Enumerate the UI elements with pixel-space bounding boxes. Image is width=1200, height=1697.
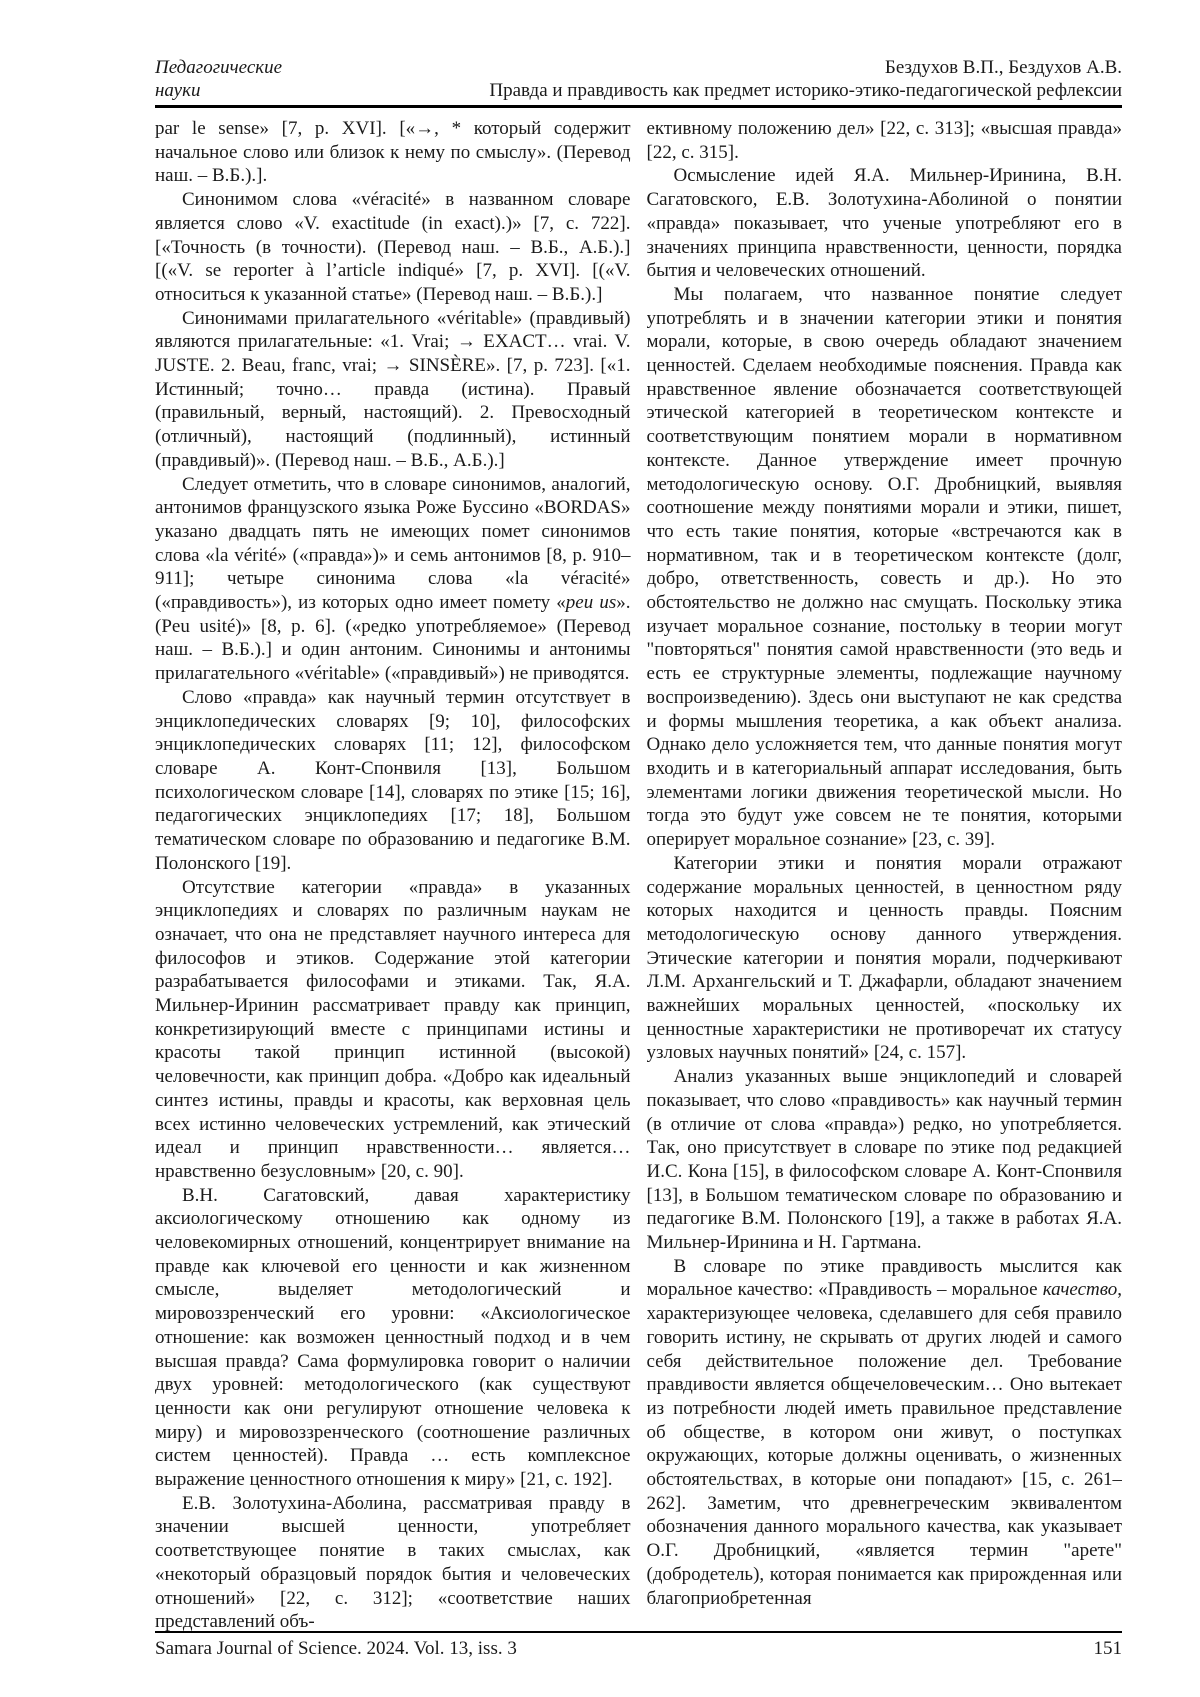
text-run: В.Н. Сагатовский, давая характеристику аксиологическому отношению как одному из человекомирных отношений, концентрирует внимание на правде как ключевой его ценности и как жизненном смысле, выделяет методологический и мировоззренческий его уровни: «Аксиологическое отношение: как возможен ценностный подход и в чем высшая правда? Сама формулировка говорит о наличии двух уровней: методологического (как существуют ценности как они регулируют отношение человека к миру) и мировоззренческого (соотношение различных систем ценностей). Правда … есть комплексное выражение ценностного отношения к миру» [21, с. 192]. bbox=[155, 1184, 631, 1491]
page-number: 151 bbox=[1093, 1638, 1122, 1659]
text-column-left bbox=[155, 117, 631, 1631]
page-footer bbox=[155, 1631, 1122, 1661]
running-head-article-title: Правда и правдивость как предмет историко-этико-педагогической рефлексии bbox=[489, 80, 1122, 101]
text-run: Синонимами прилагательного «véritable» (правдивый) являются прилагательные: «1. Vrai; → EXACT… vrai. V. JUSTE. 2. Beau, franc, vrai; → SINSÈRE». [7, p. 723]. [«1. Истинный; точно… правда (истина). Правый (правильный, верный, настоящий). 2. Превосходный (отличный), настоящий (подлинный), истинный (правдивый)». (Перевод наш. – В.Б., А.Б.).] bbox=[155, 307, 631, 471]
paragraph bbox=[155, 876, 631, 1184]
text-run: , характеризующее человека, сделавшего для себя правило говорить истину, не скрывать от других людей и самого себя действительное положение дел. Требование правдивости является общечеловеческим… Оно вытекает из потребности людей иметь правильное представление об обществе, в котором они живут, о поступках окружающих, которые должны оценивать, о жизненных обстоятельствах, в которые они попадают» [15, с. 261–262]. Заметим, что древнегреческим эквивалентом обозначения данного морального качества, как указывает О.Г. Дробницкий, «является термин "арете" (добродетель), которая понимается как прирожденная или благоприобретенная bbox=[646, 1279, 1122, 1609]
text-column-right bbox=[647, 117, 1123, 1631]
text-run: Следует отметить, что в словаре синонимов, аналогий, антонимов французского языка Роже Буссино «BORDAS» указано двадцать пять не имеющих помет синонимов слова «la vérité» («правда»)» и семь антонимов [8, p. 910–911]; четыре синонима слова «la véracité» («правдивость»), из которых одно имеет помету « bbox=[155, 473, 631, 614]
paragraph bbox=[155, 686, 631, 876]
text-run: В словаре по этике правдивость мыслится как моральное качество: «Правдивость – моральное bbox=[646, 1255, 1122, 1301]
paragraph bbox=[647, 164, 1123, 283]
text-run: Е.В. Золотухина-Аболина, рассматривая правду в значении высшей ценности, употребляет соответствующее понятие в таких смыслах, как «некоторый образцовый порядок бытия и человеческих отношений» [22, с. 312]; «соответствие наших представлений объ- bbox=[155, 1492, 631, 1631]
text-run: Слово «правда» как научный термин отсутствует в энциклопедических словарях [9; 10], философских энциклопедических словарях [11; 12], философском словаре А. Конт-Спонвиля [13], Большом психологическом словаре [14], словарях по этике [15; 16], педагогических энциклопедиях [17; 18], Большом тематическом словаре по образованию и педагогике В.М. Полонского [19]. bbox=[155, 686, 631, 874]
running-head-authors: Бездухов В.П., Бездухов А.В. bbox=[884, 57, 1122, 78]
running-head bbox=[155, 56, 1122, 108]
paragraph bbox=[155, 473, 631, 686]
paragraph bbox=[647, 852, 1123, 1065]
text-run: ». (Peu usité)» [8, p. 6]. («редко употребляемое» (Перевод наш. – В.Б.).] и один антоним. Синонимы и антонимы прилагательного «véritable» («правдивый») не приводятся. bbox=[155, 592, 631, 685]
running-head-row-1 bbox=[155, 56, 1122, 79]
running-head-row-2 bbox=[155, 79, 1122, 102]
section-name-line1: Педагогические bbox=[155, 57, 283, 78]
text-run: Мы полагаем, что названное понятие следует употреблять и в значении категории этики и понятия морали, которые, в свою очередь обладают значением ценностей. Сделаем необходимые пояснения. Правда как нравственное явление обозначается соответствующей этической категорией в теоретическом контексте и соответствующим понятием морали в нормативном контексте. Данное утверждение имеет прочную методологическую основу. О.Г. Дробницкий, выявляя соотношение между понятиями морали и этики, пишет, что есть такие понятия, которые «встречаются как в нормативном, так и в теоретическом контексте (долг, добро, ответственность, совесть и др.). Но это обстоятельство не должно нас смущать. Поскольку этика изучает моральное сознание, постольку в теории могут "повторяться" понятия самой нравственности (это ведь и есть ее структурные элементы, подлежащие научному воспроизведению). Здесь они выступают не как средства и формы мышления теоретика, а как объект анализа. Однако дело усложняется тем, что данные понятия могут входить и в категориальный аппарат исследования, быть элементами логики движения теоретической мысли. Но тогда это будут уже совсем не те понятия, которыми оперирует моральное сознание» [23, с. 39]. bbox=[646, 283, 1122, 851]
text-run: ективному положению дел» [22, с. 313]; «высшая правда» [22, с. 315]. bbox=[646, 118, 1122, 163]
paragraph bbox=[647, 117, 1123, 164]
text-run: par le sense» [7, p. XVI]. [«→, * который содержит начальное слово или близок к нему по смыслу». (Перевод наш. – В.Б.).]. bbox=[155, 118, 631, 187]
paragraph bbox=[647, 1255, 1123, 1611]
text-run: Категории этики и понятия морали отражают содержание моральных ценностей, в ценностном ряду которых находится и ценность правды. Поясним методологическую основу данного утверждения. Этические категории и понятия морали, подчеркивают Л.М. Архангельский и Т. Джафарли, обладают значением важнейших моральных ценностей, «поскольку их ценностные характеристики не противоречат их статусу узловых научных понятий» [24, с. 157]. bbox=[646, 852, 1122, 1064]
paragraph bbox=[155, 307, 631, 473]
paragraph bbox=[647, 283, 1123, 852]
section-name-line2: науки bbox=[155, 80, 201, 101]
paragraph bbox=[155, 117, 631, 188]
text-run: Отсутствие категории «правда» в указанных энциклопедиях и словарях по различным наукам не означает, что она не представляет научного интереса для философов и этиков. Содержание этой категории разрабатывается философами и этиками. Так, Я.А. Мильнер-Иринин рассматривает правду как принцип, конкретизирующий вместе с принципами истины и красоты такой принцип истинной (высокой) человечности, как принцип добра. «Добро как идеальный синтез истины, правды и красоты, как верховная цель всех истинно человеческих устремлений, как этический идеал и принцип нравственности… является… нравственно безусловным» [20, с. 90]. bbox=[155, 876, 631, 1182]
paragraph bbox=[155, 1184, 631, 1492]
paragraph bbox=[155, 1492, 631, 1631]
article-body bbox=[155, 117, 1122, 1631]
text-run: Синонимом слова «véracité» в названном словаре является слово «V. exactitude (in exact).)» [7, с. 722]. [«Точность (в точности). (Перевод наш. – В.Б., А.Б.).] [(«V. se reporter à l’article indiqué» [7, p. XVI]. [(«V. относиться к указанной статье» (Перевод наш. – В.Б.).] bbox=[155, 189, 631, 305]
paragraph bbox=[647, 1065, 1123, 1255]
text-run: Анализ указанных выше энциклопедий и словарей показывает, что слово «правдивость» как научный термин (в отличие от слова «правда») редко, но употребляется. Так, оно присутствует в словаре по этике под редакцией И.С. Кона [15], в философском словаре А. Конт-Спонвиля [13], в Большом тематическом словаре по образованию и педагогике В.М. Полонского [19], а также в работах Я.А. Мильнер-Иринина и Н. Гартмана. bbox=[646, 1066, 1122, 1254]
emphasized-text: peu us bbox=[565, 592, 617, 614]
journal-imprint: Samara Journal of Science. 2024. Vol. 13, iss. 3 bbox=[155, 1638, 517, 1659]
text-run: Осмысление идей Я.А. Мильнер-Иринина, В.Н. Сагатовского, Е.В. Золотухина-Аболиной о понятии «правда» показывает, что ученые употребляют его в значениях принципа нравственности, ценности, порядка бытия и человеческих отношений. bbox=[646, 165, 1122, 282]
emphasized-text: качество bbox=[1042, 1279, 1118, 1301]
paragraph bbox=[155, 188, 631, 307]
